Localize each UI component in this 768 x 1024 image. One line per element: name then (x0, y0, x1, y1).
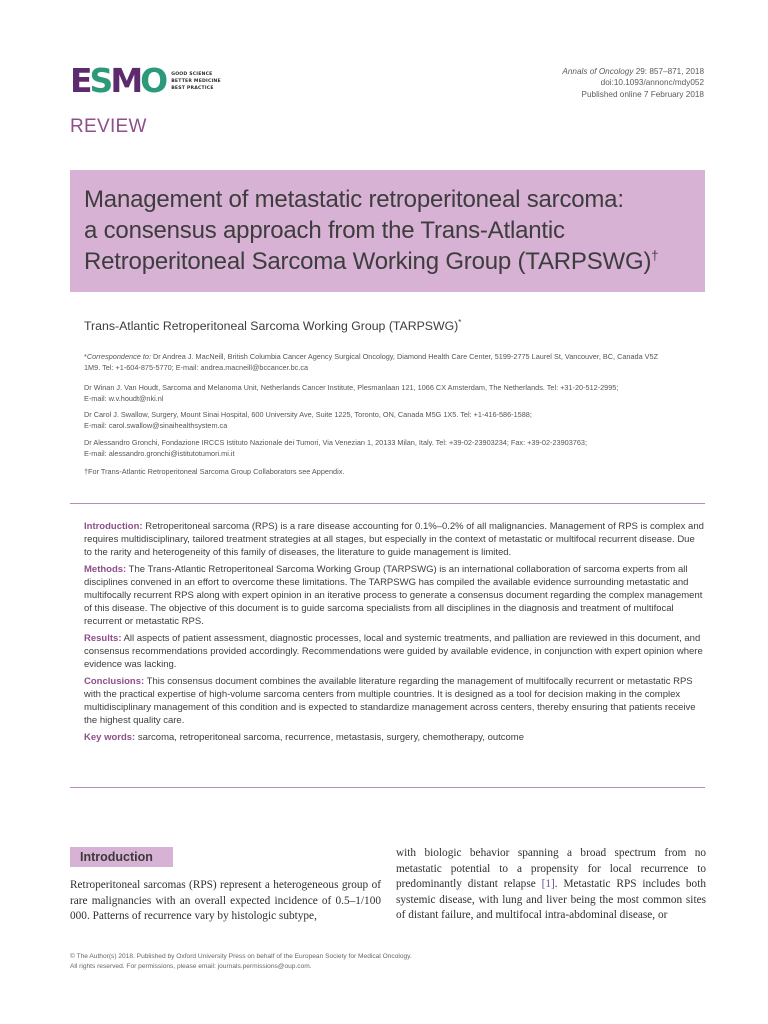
title-line-2: a consensus approach from the Trans-Atlantic (84, 217, 565, 244)
abstract-methods-label: Methods: (84, 564, 127, 575)
abstract-keywords (84, 731, 704, 744)
journal-published-date: Published online 7 February 2018 (581, 89, 704, 99)
affiliation-2 (84, 383, 706, 404)
logo-letter-o: O (140, 61, 166, 100)
copyright-footer (70, 952, 412, 971)
abstract (84, 520, 704, 748)
affiliation-2-line-1: Dr Winan J. Van Houdt, Sarcoma and Melanoma Unit, Netherlands Cancer Institute, Plesmanlaan 121, 1066 CX Amsterdam, The Netherlands. Tel: +31-20-512-2995; (84, 383, 619, 392)
logo-letter-m: M (110, 61, 141, 100)
abstract-results-label: Results: (84, 633, 122, 644)
journal-name: Annals of Oncology (562, 67, 634, 76)
tagline-line-1: GOOD SCIENCE (171, 71, 213, 77)
abstract-keywords-text: sarcoma, retroperitoneal sarcoma, recurrence, metastasis, surgery, chemotherapy, outcome (135, 732, 524, 743)
author-line (84, 318, 461, 333)
affiliation-1-line-2: 1M9. Tel: +1-604-875-5770; E-mail: andrea.macneill@bccancer.bc.ca (84, 362, 309, 372)
abstract-results (84, 632, 704, 671)
journal-volume: 29: 857–871, 2018 (633, 67, 704, 76)
author-asterisk: * (458, 318, 462, 327)
introduction-heading: Introduction (70, 847, 173, 867)
abstract-introduction-label: Introduction: (84, 521, 143, 532)
abstract-results-text: All aspects of patient assessment, diagnostic processes, local and systemic treatments, and palliation are reviewed in this document, and consensus recommendations provided accordingly. Recommendations were guided by available evidence, in conjunction with expert opinion where evidence was lacking. (84, 633, 703, 670)
affiliation-4-line-2: E-mail: alessandro.gronchi@istitutotumori.mi.it (84, 448, 235, 458)
citation-link-1[interactable]: [1] (541, 878, 555, 890)
tagline-line-3: BEST PRACTICE (171, 85, 214, 91)
affiliation-2-line-2: E-mail: w.v.houdt@nki.nl (84, 393, 164, 403)
title-dagger: † (651, 248, 659, 263)
intro-left-column: Retroperitoneal sarcomas (RPS) represent a heterogeneous group of rare malignancies with an overall expected incidence of 0.5–1/100 000. Patterns of recurrence vary by histologic subtype, (70, 879, 381, 922)
journal-meta (562, 66, 704, 100)
abstract-methods-text: The Trans-Atlantic Retroperitoneal Sarcoma Working Group (TARPSWG) is an international collaboration of sarcoma experts from all disciplines convened in an effort to overcome these limitations. The TARPSWG has compiled the available evidence surrounding metastatic and multifocally recurrent RPS along with expert opinion in an iterative process to generate a consensus document regarding the complex management of this disease. The objective of this document is to guide sarcoma specialists from all disciplines in the diagnosis and treatment of multifocal recurrent or metastatic RPS. (84, 564, 703, 627)
article-title (84, 184, 691, 277)
abstract-conclusions-label: Conclusions: (84, 676, 145, 687)
affiliation-1-line-1: Dr Andrea J. MacNeill, British Columbia Cancer Agency Surgical Oncology, Diamond Health Care Center, 5199-2775 Laurel St, Vancouver, BC, Canada V5Z (150, 352, 659, 361)
abstract-introduction-text: Retroperitoneal sarcoma (RPS) is a rare disease accounting for 0.1%–0.2% of all malignancies. Management of RPS is complex and requires multidisciplinary, tailored treatment strategies at all stages, but especially in the context of metastatic or multifocal recurrent disease. Due to the rarity and heterogeneity of this family of diseases, the literature to guide management is limited. (84, 521, 704, 558)
abstract-conclusions (84, 675, 704, 727)
copyright-line-1: © The Author(s) 2018. Published by Oxford University Press on behalf of the European Society for Medical Oncology. (70, 953, 412, 960)
journal-citation (562, 66, 704, 77)
affiliation-collaborators: †For Trans-Atlantic Retroperitoneal Sarcoma Group Collaborators see Appendix. (84, 467, 345, 476)
title-line-1: Management of metastatic retroperitoneal sarcoma: (84, 186, 624, 213)
abstract-top-rule (70, 503, 705, 504)
abstract-bottom-rule (70, 787, 705, 788)
abstract-keywords-label: Key words: (84, 732, 136, 743)
abstract-introduction (84, 520, 704, 559)
section-label: REVIEW (70, 116, 147, 137)
logo-letter-e: E (70, 61, 90, 100)
author-group: Trans-Atlantic Retroperitoneal Sarcoma Working Group (TARPSWG) (84, 319, 459, 334)
abstract-methods (84, 563, 704, 628)
affiliation-3 (84, 410, 706, 431)
correspondence-label: Correspondence to: (86, 352, 151, 361)
esmo-logo (70, 61, 221, 100)
affiliation-3-line-2: E-mail: carol.swallow@sinaihealthsystem.ca (84, 420, 228, 430)
intro-right-text-a: with biologic behavior spanning a broad spectrum from no metastatic potential to a propensity for local recurrence to predominantly distant relapse (396, 847, 706, 890)
logo-letter-s: S (89, 61, 111, 100)
affiliation-3-line-1: Dr Carol J. Swallow, Surgery, Mount Sinai Hospital, 600 University Ave, Suite 1225, Toronto, ON, Canada M5G 1X5. Tel: +1-416-586-1588; (84, 410, 532, 419)
logo-wordmark (70, 61, 166, 100)
title-line-3: Retroperitoneal Sarcoma Working Group (TARPSWG) (84, 248, 652, 275)
abstract-conclusions-text: This consensus document combines the available literature regarding the management of multifocally recurrent or metastatic RPS with the practical expertise of high-volume sarcoma centers from multiple countries. It is designed as a tool for decision making in the complex multidisciplinary management of this condition and is expected to standardize management across centers, thereby ensuring that patients receive the highest quality care. (84, 676, 696, 726)
intro-right-text-b: . Metastatic RPS includes both systemic disease, with lung and liver being the most common sites of distant failure, and multifocal intra-abdominal disease, or (396, 878, 706, 921)
logo-tagline (171, 71, 221, 92)
copyright-line-2: All rights reserved. For permissions, please email: journals.permissions@oup.com. (70, 962, 312, 970)
intro-right-column (396, 846, 706, 924)
tagline-line-2: BETTER MEDICINE (171, 78, 221, 84)
affiliation-4 (84, 438, 706, 459)
affiliation-correspondence (84, 352, 706, 373)
title-band (70, 170, 705, 292)
affiliation-4-line-1: Dr Alessandro Gronchi, Fondazione IRCCS Istituto Nazionale dei Tumori, Via Venezian 1, 20133 Milan, Italy. Tel: +39-02-23903234; Fax: +39-02-23903763; (84, 438, 587, 447)
affiliation-asterisk: * (84, 352, 87, 361)
journal-doi[interactable]: doi:10.1093/annonc/mdy052 (600, 78, 704, 88)
